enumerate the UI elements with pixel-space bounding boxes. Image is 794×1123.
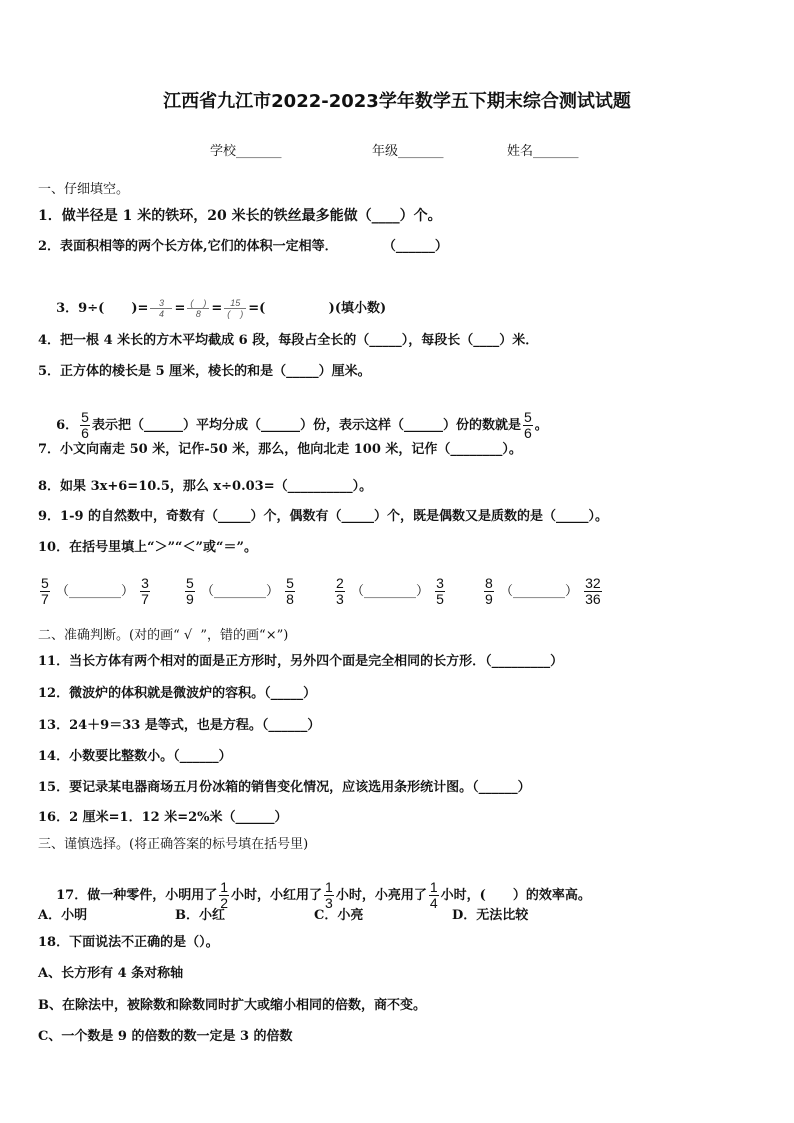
q18-option-a: A、长方形有 4 条对称轴 <box>38 966 184 981</box>
fraction <box>285 576 295 607</box>
fraction <box>185 576 195 607</box>
q6-text: 表示把（______）平均分成（______）份，表示这样（______）份的数就是 <box>91 418 521 433</box>
answer-blank: （________） <box>55 584 134 599</box>
section-heading-3: 三、谨慎选择。(将正确答案的标号填在括号里) <box>38 837 309 852</box>
numerator: 3 <box>150 298 172 309</box>
q18-option-c: C、一个数是 9 的倍数的数一定是 3 的倍数 <box>38 1029 293 1044</box>
fraction <box>150 298 172 319</box>
question-8: 8．如果 3x+6=10.5，那么 x÷0.03=（__________）。 <box>38 479 373 494</box>
question-3 <box>38 280 386 337</box>
numerator: 1 <box>220 879 228 895</box>
question-4: 4．把一根 4 米长的方木平均截成 6 段，每段占全长的（_____），每段长（____）米． <box>38 333 539 348</box>
grade-field: 年级_______ <box>372 144 444 159</box>
question-12: 12．微波炉的体积就是微波炉的容积。（_____） <box>38 686 317 701</box>
denominator: 8 <box>195 309 201 319</box>
question-10: 10．在括号里填上“＞”“＜”或“＝”。 <box>38 540 257 555</box>
fraction <box>429 880 439 911</box>
question-13: 13．24＋9＝33 是等式，也是方程。（______） <box>38 718 321 733</box>
q17-text: 小时，小亮用了 <box>335 888 427 903</box>
answer-blank: （________） <box>350 584 429 599</box>
q17-text: 小时，小红用了 <box>231 888 323 903</box>
fraction <box>523 410 533 441</box>
question-7: 7．小文向南走 50 米，记作-50 米，那么，他向北走 100 米，记作（________）。 <box>38 442 522 457</box>
fraction <box>224 298 246 319</box>
fraction <box>187 298 209 319</box>
question-2: 2．表面积相等的两个长方体,它们的体积一定相等． （______） <box>38 239 448 254</box>
q18-option-b: B、在除法中，被除数和除数同时扩大或缩小相同的倍数，商不变。 <box>38 998 426 1013</box>
fraction <box>335 576 345 607</box>
compare-item <box>333 576 447 607</box>
school-field: 学校_______ <box>210 144 282 159</box>
q3-prefix: 3．9÷( )= <box>56 301 149 316</box>
numerator: 1 <box>325 879 333 895</box>
equals: = <box>211 301 223 316</box>
fraction <box>40 576 50 607</box>
fraction <box>435 576 445 607</box>
fraction <box>140 576 150 607</box>
numerator: 5 <box>523 409 532 425</box>
page-title: 江西省九江市2022-2023学年数学五下期末综合测试试题 <box>163 91 631 112</box>
denominator: 7 <box>41 591 49 607</box>
q3-suffix: =( )(填小数) <box>248 301 387 316</box>
q17-text: 小时，( ）的效率高。 <box>440 888 591 903</box>
denominator: 3 <box>336 591 344 607</box>
compare-item <box>38 576 152 607</box>
denominator: ( ) <box>227 309 244 319</box>
numerator: 5 <box>186 575 194 591</box>
numerator: 5 <box>41 575 49 591</box>
option-d: D．无法比较 <box>452 908 529 923</box>
denominator: 8 <box>286 591 294 607</box>
q17-text: 17．做一种零件，小明用了 <box>56 888 218 903</box>
name-field: 姓名_______ <box>507 144 579 159</box>
option-a: A．小明 <box>38 908 88 923</box>
numerator: 3 <box>436 575 444 591</box>
question-11: 11．当长方体有两个相对的面是正方形时，另外四个面是完全相同的长方形．（_________） <box>38 654 564 669</box>
denominator: 5 <box>436 591 444 607</box>
q6-number: 6． <box>56 418 79 433</box>
section-heading-1: 一、仔细填空。 <box>38 182 130 197</box>
denominator: 3 <box>325 895 333 911</box>
question-16: 16．2 厘米=1．12 米=2%米（______） <box>38 810 288 825</box>
answer-blank: （________） <box>499 584 578 599</box>
question-9: 9．1-9 的自然数中，奇数有（_____）个，偶数有（_____）个，既是偶数又是质数的是（_____）。 <box>38 509 609 524</box>
compare-item <box>183 576 297 607</box>
numerator: 32 <box>585 575 601 591</box>
question-15: 15．要记录某电器商场五月份冰箱的销售变化情况，应该选用条形统计图。（______） <box>38 780 531 795</box>
section-heading-2: 二、准确判断。(对的画“ √ ”，错的画“×”) <box>38 628 289 643</box>
denominator: 6 <box>81 425 89 441</box>
option-c: C．小亮 <box>314 908 364 923</box>
answer-blank: （________） <box>200 584 279 599</box>
denominator: 4 <box>158 309 164 319</box>
fraction <box>484 576 494 607</box>
equals: = <box>174 301 186 316</box>
fraction <box>80 410 90 441</box>
compare-item <box>482 576 604 607</box>
denominator: 2 <box>220 895 228 911</box>
denominator: 36 <box>585 591 601 607</box>
question-18: 18．下面说法不正确的是（）。 <box>38 935 219 950</box>
denominator: 4 <box>429 895 438 911</box>
numerator: 2 <box>336 575 344 591</box>
q6-end: 。 <box>534 418 548 433</box>
question-14: 14．小数要比整数小。（______） <box>38 749 232 764</box>
numerator: 8 <box>485 575 493 591</box>
numerator: 5 <box>286 575 294 591</box>
fraction <box>584 576 602 607</box>
denominator: 9 <box>186 591 194 607</box>
denominator: 7 <box>141 591 149 607</box>
question-5: 5．正方体的棱长是 5 厘米，棱长的和是（_____）厘米。 <box>38 364 371 379</box>
numerator: ( ) <box>187 298 209 309</box>
numerator: 15 <box>224 298 246 309</box>
numerator: 5 <box>81 409 89 425</box>
question-1: 1．做半径是 1 米的铁环，20 米长的铁丝最多能做（____）个。 <box>38 208 442 224</box>
option-b: B．小红 <box>175 908 225 923</box>
denominator: 9 <box>485 591 493 607</box>
denominator: 6 <box>523 425 532 441</box>
numerator: 1 <box>429 879 438 895</box>
numerator: 3 <box>141 575 149 591</box>
